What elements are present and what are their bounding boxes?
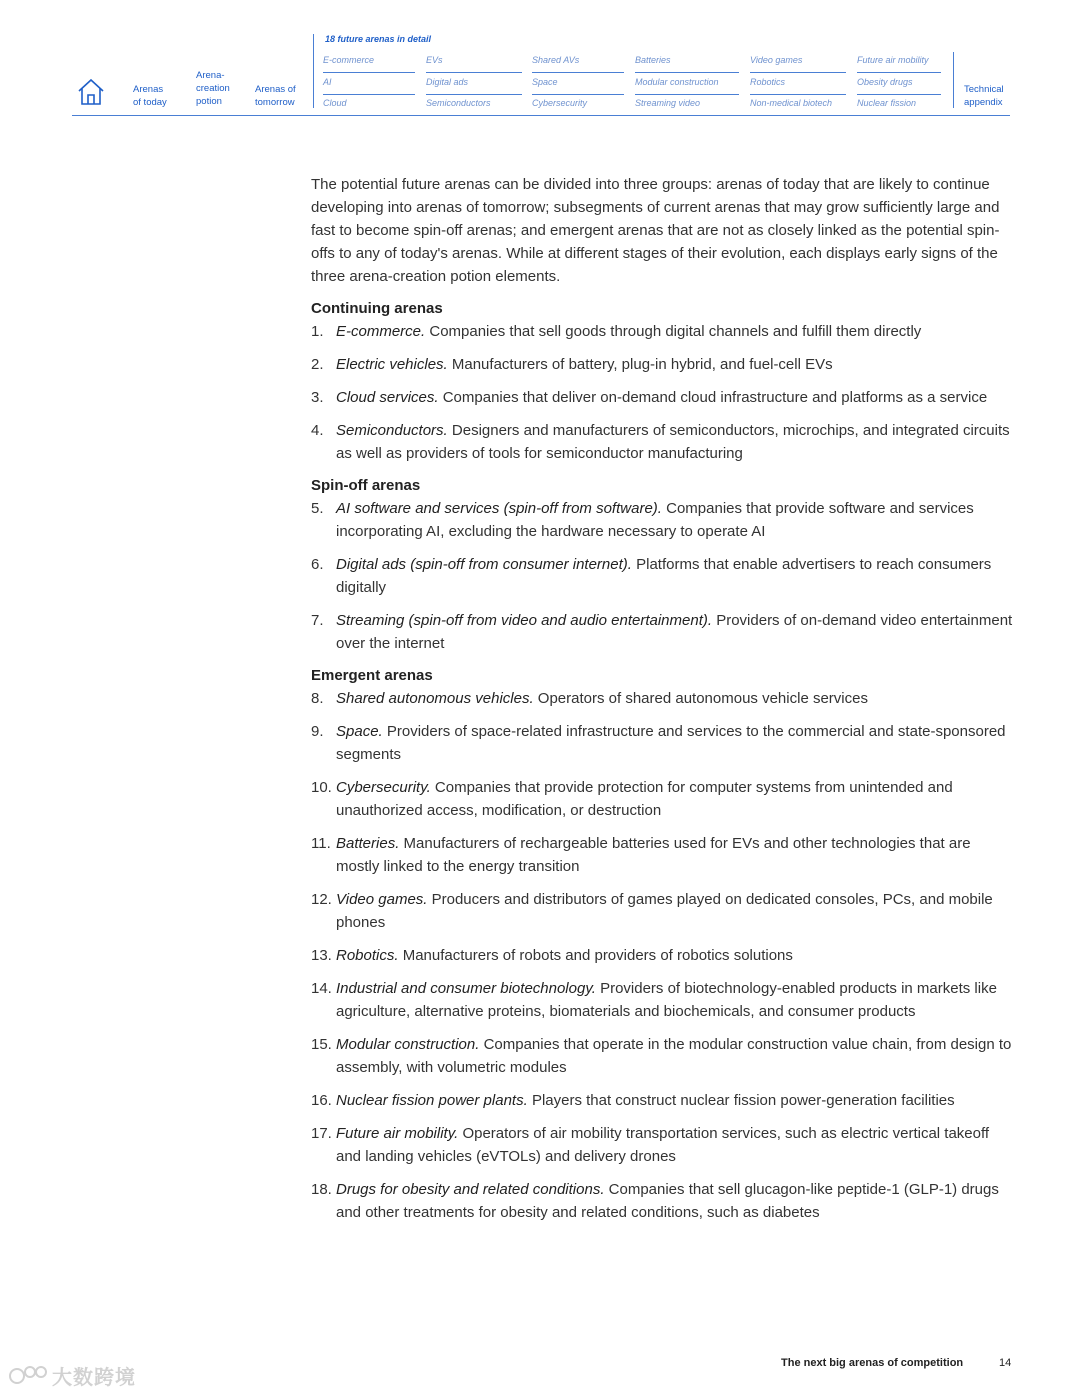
list-item — [311, 888, 1016, 934]
item-number: 12. — [311, 891, 332, 908]
item-number: 17. — [311, 1125, 332, 1142]
item-number: 3. — [311, 389, 324, 406]
item-number: 14. — [311, 980, 332, 997]
item-desc: Platforms that enable advertisers to reach consumers digitally — [336, 556, 992, 596]
list-item — [311, 687, 1016, 710]
nav-cell-batteries[interactable]: Batteries — [635, 53, 739, 73]
section-heading-continuing: Continuing arenas — [311, 300, 443, 317]
list-item — [311, 776, 1016, 822]
item-term: Drugs for obesity and related conditions. — [336, 1181, 605, 1198]
nav-arenas-of-tomorrow[interactable] — [255, 83, 296, 109]
item-number: 2. — [311, 356, 324, 373]
nav-arenas-of-today[interactable] — [133, 83, 167, 109]
nav-technical-appendix[interactable] — [964, 83, 1004, 109]
item-term: E-commerce. — [336, 323, 426, 340]
item-term: Space. — [336, 723, 383, 740]
list-item — [311, 1033, 1016, 1079]
item-number: 15. — [311, 1036, 332, 1053]
list-item — [311, 832, 1016, 878]
item-term: Video games. — [336, 891, 428, 908]
nav-cell-nuclear-fission[interactable]: Nuclear fission — [857, 98, 917, 108]
nav-detail-title: 18 future arenas in detail — [325, 34, 432, 44]
nav-cell-evs[interactable]: EVs — [426, 53, 522, 73]
nav-cell-space[interactable]: Space — [532, 75, 624, 95]
item-term: Future air mobility. — [336, 1125, 459, 1142]
nav-cell-semiconductors[interactable]: Semiconductors — [426, 98, 491, 108]
item-desc: Companies that deliver on-demand cloud infrastructure and platforms as a service — [442, 389, 988, 406]
item-term: Batteries. — [336, 835, 400, 852]
item-desc: Providers of on-demand video entertainment over the internet — [336, 612, 1013, 652]
list-item — [311, 353, 1016, 376]
item-term: Electric vehicles. — [336, 356, 448, 373]
nav-arena-creation-potion-line1: Arena- — [196, 70, 225, 81]
nav-cell-modular-construction[interactable]: Modular construction — [635, 75, 739, 95]
item-term: Semiconductors. — [336, 422, 448, 439]
item-number: 1. — [311, 323, 324, 340]
nav-cell-future-air-mobility[interactable]: Future air mobility — [857, 53, 941, 73]
page-number: 14 — [999, 1357, 1012, 1369]
nav-cell-streaming-video[interactable]: Streaming video — [635, 98, 701, 108]
item-desc: Manufacturers of robots and providers of robotics solutions — [402, 947, 793, 964]
emergent-arenas-list — [311, 687, 1016, 1224]
home-icon[interactable] — [76, 77, 106, 107]
item-desc: Companies that provide software and services incorporating AI, excluding the hardware necessary to operate AI — [336, 500, 974, 540]
nav-cell-video-games[interactable]: Video games — [750, 53, 846, 73]
item-desc: Companies that sell glucagon-like peptide-1 (GLP-1) drugs and other treatments for obesity and related conditions, such as diabetes — [336, 1181, 999, 1221]
item-term: Digital ads (spin-off from consumer internet). — [336, 556, 632, 573]
list-item — [311, 320, 1016, 343]
item-desc: Companies that operate in the modular construction value chain, from design to assembly, with volumetric modules — [336, 1036, 1012, 1076]
item-desc: Manufacturers of battery, plug-in hybrid, and fuel-cell EVs — [451, 356, 833, 373]
list-item — [311, 1178, 1016, 1224]
item-desc: Manufacturers of rechargeable batteries used for EVs and other technologies that are mostly linked to the energy transition — [336, 835, 971, 875]
nav-cell-ecommerce[interactable]: E-commerce — [323, 53, 415, 73]
item-desc: Players that construct nuclear fission power-generation facilities — [531, 1092, 955, 1109]
item-number: 13. — [311, 947, 332, 964]
nav-cell-cloud[interactable]: Cloud — [323, 98, 347, 108]
nav-cell-cybersecurity[interactable]: Cybersecurity — [532, 98, 588, 108]
item-term: Cloud services. — [336, 389, 439, 406]
nav-arenas-of-today-line1: Arenas — [133, 84, 164, 95]
nav-cell-ai[interactable]: AI — [323, 75, 415, 95]
nav-technical-appendix-line2: appendix — [964, 97, 1003, 108]
nav-cell-robotics[interactable]: Robotics — [750, 75, 846, 95]
main-content — [311, 173, 1016, 1234]
item-desc: Operators of air mobility transportation services, such as electric vertical takeoff and landing vehicles (eVTOLs) and delivery drones — [336, 1125, 990, 1165]
watermark — [8, 1362, 136, 1388]
item-number: 8. — [311, 690, 324, 707]
item-desc: Companies that sell goods through digital channels and fulfill them directly — [429, 323, 922, 340]
footer-title: The next big arenas of competition — [781, 1357, 964, 1369]
item-desc: Designers and manufacturers of semiconductors, microchips, and integrated circuits as well as providers of tools for semiconductor manufacturing — [336, 422, 1010, 462]
section-heading-emergent: Emergent arenas — [311, 667, 433, 684]
top-navigation — [0, 0, 1080, 120]
spin-off-arenas-list — [311, 497, 1016, 655]
nav-arena-creation-potion-line3: potion — [196, 96, 222, 107]
nav-cell-non-medical-biotech[interactable]: Non-medical biotech — [750, 98, 833, 108]
item-term: Modular construction. — [336, 1036, 480, 1053]
nav-divider-right — [953, 52, 954, 108]
item-number: 18. — [311, 1181, 332, 1198]
item-number: 10. — [311, 779, 332, 796]
nav-arenas-of-tomorrow-line2: tomorrow — [255, 97, 295, 108]
item-desc: Producers and distributors of games played on dedicated consoles, PCs, and mobile phones — [336, 891, 993, 931]
nav-arena-creation-potion[interactable] — [196, 69, 230, 108]
item-desc: Providers of space-related infrastructure and services to the commercial and state-sponsored segments — [336, 723, 1006, 763]
continuing-arenas-list — [311, 320, 1016, 465]
section-heading-spin-off: Spin-off arenas — [311, 477, 421, 494]
item-number: 6. — [311, 556, 324, 573]
item-term: Cybersecurity. — [336, 779, 431, 796]
item-term: AI software and services (spin-off from software). — [336, 500, 662, 517]
nav-divider-left — [313, 34, 314, 108]
item-term: Shared autonomous vehicles. — [336, 690, 534, 707]
watermark-text: 大数跨境 — [52, 1366, 136, 1389]
item-number: 16. — [311, 1092, 332, 1109]
item-desc: Operators of shared autonomous vehicle services — [537, 690, 868, 707]
watermark-logo-icon — [8, 1363, 48, 1387]
nav-technical-appendix-line1: Technical — [964, 84, 1004, 95]
nav-arena-creation-potion-line2: creation — [196, 83, 230, 94]
list-item — [311, 609, 1016, 655]
item-number: 5. — [311, 500, 324, 517]
item-term: Streaming (spin-off from video and audio entertainment). — [336, 612, 713, 629]
list-item — [311, 1089, 1016, 1112]
item-number: 11. — [311, 835, 331, 852]
list-item — [311, 1122, 1016, 1168]
nav-bottom-rule — [72, 115, 1010, 116]
item-number: 4. — [311, 422, 324, 439]
nav-arenas-of-today-line2: of today — [133, 97, 167, 108]
item-number: 7. — [311, 612, 324, 629]
item-number: 9. — [311, 723, 324, 740]
nav-cell-digital-ads[interactable]: Digital ads — [426, 75, 522, 95]
item-term: Industrial and consumer biotechnology. — [336, 980, 596, 997]
item-desc: Providers of biotechnology-enabled products in markets like agriculture, alternative proteins, biomaterials and biochemicals, and consumer products — [336, 980, 997, 1020]
list-item — [311, 553, 1016, 599]
nav-cell-obesity-drugs[interactable]: Obesity drugs — [857, 75, 941, 95]
list-item — [311, 497, 1016, 543]
item-term: Robotics. — [336, 947, 399, 964]
item-desc: Companies that provide protection for computer systems from unintended and unauthorized access, modification, or destruction — [336, 779, 953, 819]
list-item — [311, 720, 1016, 766]
nav-cell-shared-avs[interactable]: Shared AVs — [532, 53, 624, 73]
list-item — [311, 944, 1016, 967]
list-item — [311, 977, 1016, 1023]
nav-arenas-of-tomorrow-line1: Arenas of — [255, 84, 296, 95]
list-item — [311, 419, 1016, 465]
list-item — [311, 386, 1016, 409]
item-term: Nuclear fission power plants. — [336, 1092, 528, 1109]
intro-paragraph: The potential future arenas can be divided into three groups: arenas of today that are likely to continue developing into arenas of tomorrow; subsegments of current arenas that may grow sufficiently large and fast to become spin-off arenas; and emergent arenas that are not as closely linked as the potential spin-offs to any of today's arenas. While at different stages of their evolution, each displays early signs of the three arena-creation potion elements. — [311, 176, 1000, 285]
